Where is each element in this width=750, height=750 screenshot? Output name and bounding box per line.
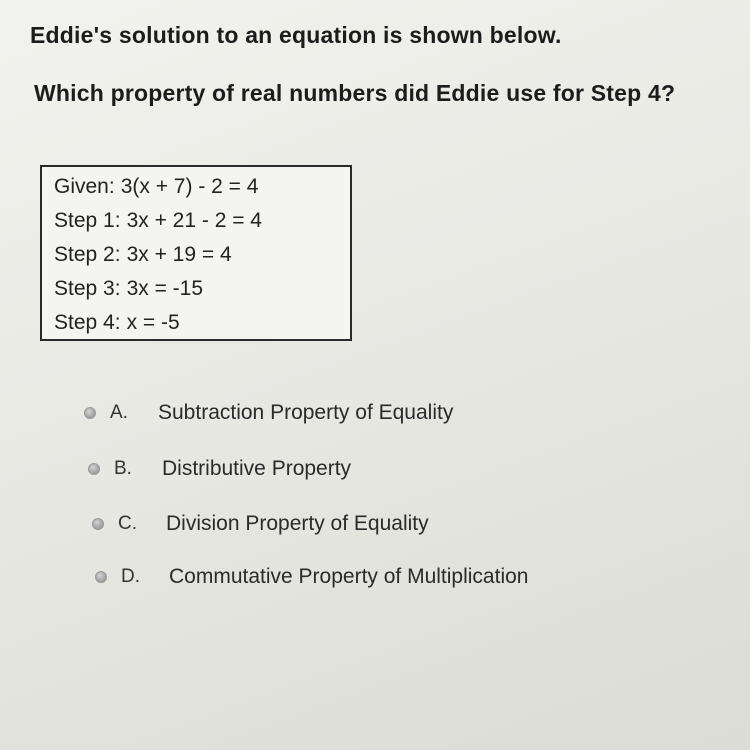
step-label: Step 3: xyxy=(54,277,121,300)
step-expression: 3x = -15 xyxy=(126,277,204,300)
question-prompt: Which property of real numbers did Eddie use for Step 4? xyxy=(34,80,676,106)
radio-button-a[interactable] xyxy=(84,407,96,419)
solution-step-given xyxy=(54,175,258,199)
choice-text: Division Property of Equality xyxy=(166,512,429,535)
step-expression: 3(x + 7) - 2 = 4 xyxy=(120,175,259,198)
question-intro: Eddie's solution to an equation is shown below. xyxy=(30,22,562,48)
choice-letter: D. xyxy=(121,566,140,587)
radio-button-d[interactable] xyxy=(95,571,107,583)
solution-step-3 xyxy=(54,277,203,301)
answer-choice-c[interactable] xyxy=(92,509,429,539)
solution-step-1 xyxy=(54,209,262,233)
solution-step-4 xyxy=(54,311,180,335)
step-label: Step 2: xyxy=(54,243,121,266)
step-expression: 3x + 21 - 2 = 4 xyxy=(126,209,262,232)
step-label: Step 1: xyxy=(54,209,121,232)
solution-step-2 xyxy=(54,243,232,267)
solution-steps-box xyxy=(40,165,352,341)
choice-letter: C. xyxy=(118,513,137,534)
answer-choice-a[interactable] xyxy=(84,398,453,428)
choice-letter: A. xyxy=(110,402,128,423)
radio-button-b[interactable] xyxy=(88,463,100,475)
step-expression: x = -5 xyxy=(126,311,180,334)
choice-text: Subtraction Property of Equality xyxy=(158,401,454,424)
radio-button-c[interactable] xyxy=(92,518,104,530)
choice-text: Distributive Property xyxy=(162,457,352,480)
answer-choice-d[interactable] xyxy=(95,562,528,592)
answer-choice-b[interactable] xyxy=(88,454,351,484)
step-label: Given: xyxy=(54,175,115,198)
step-expression: 3x + 19 = 4 xyxy=(126,243,232,266)
choice-text: Commutative Property of Multiplication xyxy=(169,565,529,588)
choice-letter: B. xyxy=(114,458,132,479)
step-label: Step 4: xyxy=(54,311,121,334)
